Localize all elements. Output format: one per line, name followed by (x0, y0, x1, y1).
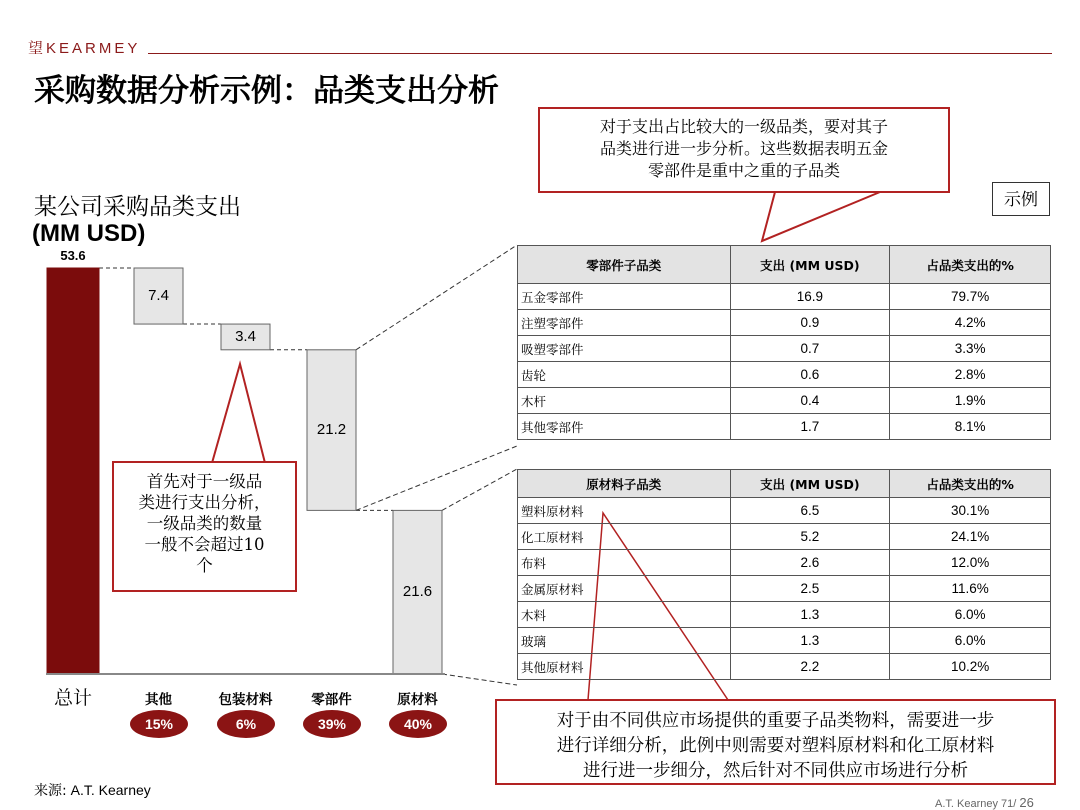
cell-spend: 6.5 (730, 498, 890, 524)
cell-share: 12.0% (890, 550, 1051, 576)
cell-share: 79.7% (890, 284, 1051, 310)
table-header: 零部件子品类 (518, 246, 731, 284)
callout-bottom-line: 进行进一步细分，然后针对不同供应市场进行分析 (583, 761, 968, 781)
table-row (518, 310, 1051, 336)
cell-name: 木杆 (518, 388, 731, 414)
page-number: 26 (1019, 795, 1034, 810)
source-value: A.T. Kearney (70, 782, 151, 798)
bar-value-label: 7.4 (148, 287, 169, 305)
cell-spend: 2.6 (730, 550, 890, 576)
table-row (518, 284, 1051, 310)
table-header: 占品类支出的% (890, 470, 1051, 498)
table-row (518, 628, 1051, 654)
category-label: 零部件 (311, 692, 352, 708)
table-row (518, 336, 1051, 362)
category-label: 原材料 (397, 692, 438, 708)
cell-spend: 16.9 (730, 284, 890, 310)
footer-text: A.T. Kearney 71/ (935, 798, 1017, 810)
callout-left-line: 个 (196, 556, 213, 575)
chart-unit: (MM USD) (32, 220, 146, 247)
table-row (518, 362, 1051, 388)
callout-top-line: 零部件是重中之重的子品类 (647, 161, 840, 180)
callout-left-line: 一般不会超过10 (144, 535, 265, 554)
share-badge: 15% (130, 710, 188, 738)
callout-bottom (495, 699, 1056, 785)
category-label: 包装材料 (218, 692, 273, 708)
callout-top-pointer (762, 192, 880, 241)
cell-share: 6.0% (890, 628, 1051, 654)
table-header: 占品类支出的% (890, 246, 1051, 284)
parts-subcategory-table (517, 245, 1051, 440)
callout-left-line: 一级品类的数量 (146, 514, 263, 533)
table-row (518, 524, 1051, 550)
category-label: 总计 (53, 687, 92, 709)
cell-share: 24.1% (890, 524, 1051, 550)
bar-1 (47, 268, 99, 674)
cell-name: 塑料原材料 (518, 498, 731, 524)
cell-name: 化工原材料 (518, 524, 731, 550)
share-badge: 6% (217, 710, 275, 738)
cell-spend: 5.2 (730, 524, 890, 550)
bar-value-label: 53.6 (60, 248, 86, 263)
source-label: 来源: (34, 783, 67, 799)
chart-title: 某公司采购品类支出 (34, 194, 241, 220)
logo: 望KEARMEY (28, 40, 141, 57)
cell-name: 其他原材料 (518, 654, 731, 680)
cell-spend: 0.6 (730, 362, 890, 388)
example-tag: 示例 (992, 182, 1050, 216)
cell-name: 吸塑零部件 (518, 336, 731, 362)
page-footer (935, 795, 1034, 810)
cell-name: 布料 (518, 550, 731, 576)
raw-material-subcategory-table (517, 469, 1051, 680)
table-header-row (518, 246, 1051, 284)
cell-name: 齿轮 (518, 362, 731, 388)
zoom-connector (356, 446, 517, 510)
cell-spend: 0.7 (730, 336, 890, 362)
cell-name: 注塑零部件 (518, 310, 731, 336)
cell-share: 1.9% (890, 388, 1051, 414)
zoom-connector (442, 674, 517, 685)
callout-bottom-line: 进行详细分析，此例中则需要对塑料原材料和化工原材料 (556, 736, 995, 756)
category-label: 其他 (145, 692, 172, 708)
table-header: 支出 (MM USD) (730, 470, 890, 498)
callout-top-line: 品类进行进一步分析。这些数据表明五金 (599, 139, 888, 158)
table-row (518, 388, 1051, 414)
callout-left-line: 类进行支出分析， (138, 493, 271, 512)
cell-spend: 1.3 (730, 602, 890, 628)
callout-left-pointer (212, 364, 265, 463)
zoom-connector (442, 469, 517, 510)
table-header-row (518, 470, 1051, 498)
bar-value-label: 21.6 (402, 583, 433, 601)
cell-share: 4.2% (890, 310, 1051, 336)
cell-share: 6.0% (890, 602, 1051, 628)
share-badge: 40% (389, 710, 447, 738)
zoom-connector (356, 245, 517, 350)
cell-name: 木料 (518, 602, 731, 628)
share-badge: 39% (303, 710, 361, 738)
cell-spend: 0.9 (730, 310, 890, 336)
table-header: 原材料子品类 (518, 470, 731, 498)
source-note (34, 780, 151, 800)
callout-top-line: 对于支出占比较大的一级品类，要对其子 (599, 117, 888, 136)
callout-left (112, 461, 297, 592)
cell-spend: 0.4 (730, 388, 890, 414)
table-row (518, 602, 1051, 628)
table-row (518, 654, 1051, 680)
table-row (518, 498, 1051, 524)
table-header: 支出 (MM USD) (730, 246, 890, 284)
cell-name: 五金零部件 (518, 284, 731, 310)
cell-spend: 1.7 (730, 414, 890, 440)
bar-value-label: 3.4 (235, 327, 256, 345)
cell-spend: 1.3 (730, 628, 890, 654)
bar-value-label: 21.2 (316, 421, 347, 439)
callout-bottom-line: 对于由不同供应市场提供的重要子品类物料，需要进一步 (556, 711, 995, 731)
callout-left-line: 首先对于一级品 (146, 472, 263, 491)
cell-share: 8.1% (890, 414, 1051, 440)
cell-spend: 2.2 (730, 654, 890, 680)
cell-share: 2.8% (890, 362, 1051, 388)
cell-name: 金属原材料 (518, 576, 731, 602)
cell-share: 3.3% (890, 336, 1051, 362)
table-row (518, 576, 1051, 602)
cell-share: 11.6% (890, 576, 1051, 602)
cell-spend: 2.5 (730, 576, 890, 602)
cell-name: 玻璃 (518, 628, 731, 654)
callout-top (538, 107, 950, 193)
cell-name: 其他零部件 (518, 414, 731, 440)
cell-share: 30.1% (890, 498, 1051, 524)
page-title: 采购数据分析示例：品类支出分析 (34, 73, 499, 109)
table-row (518, 414, 1051, 440)
cell-share: 10.2% (890, 654, 1051, 680)
table-row (518, 550, 1051, 576)
